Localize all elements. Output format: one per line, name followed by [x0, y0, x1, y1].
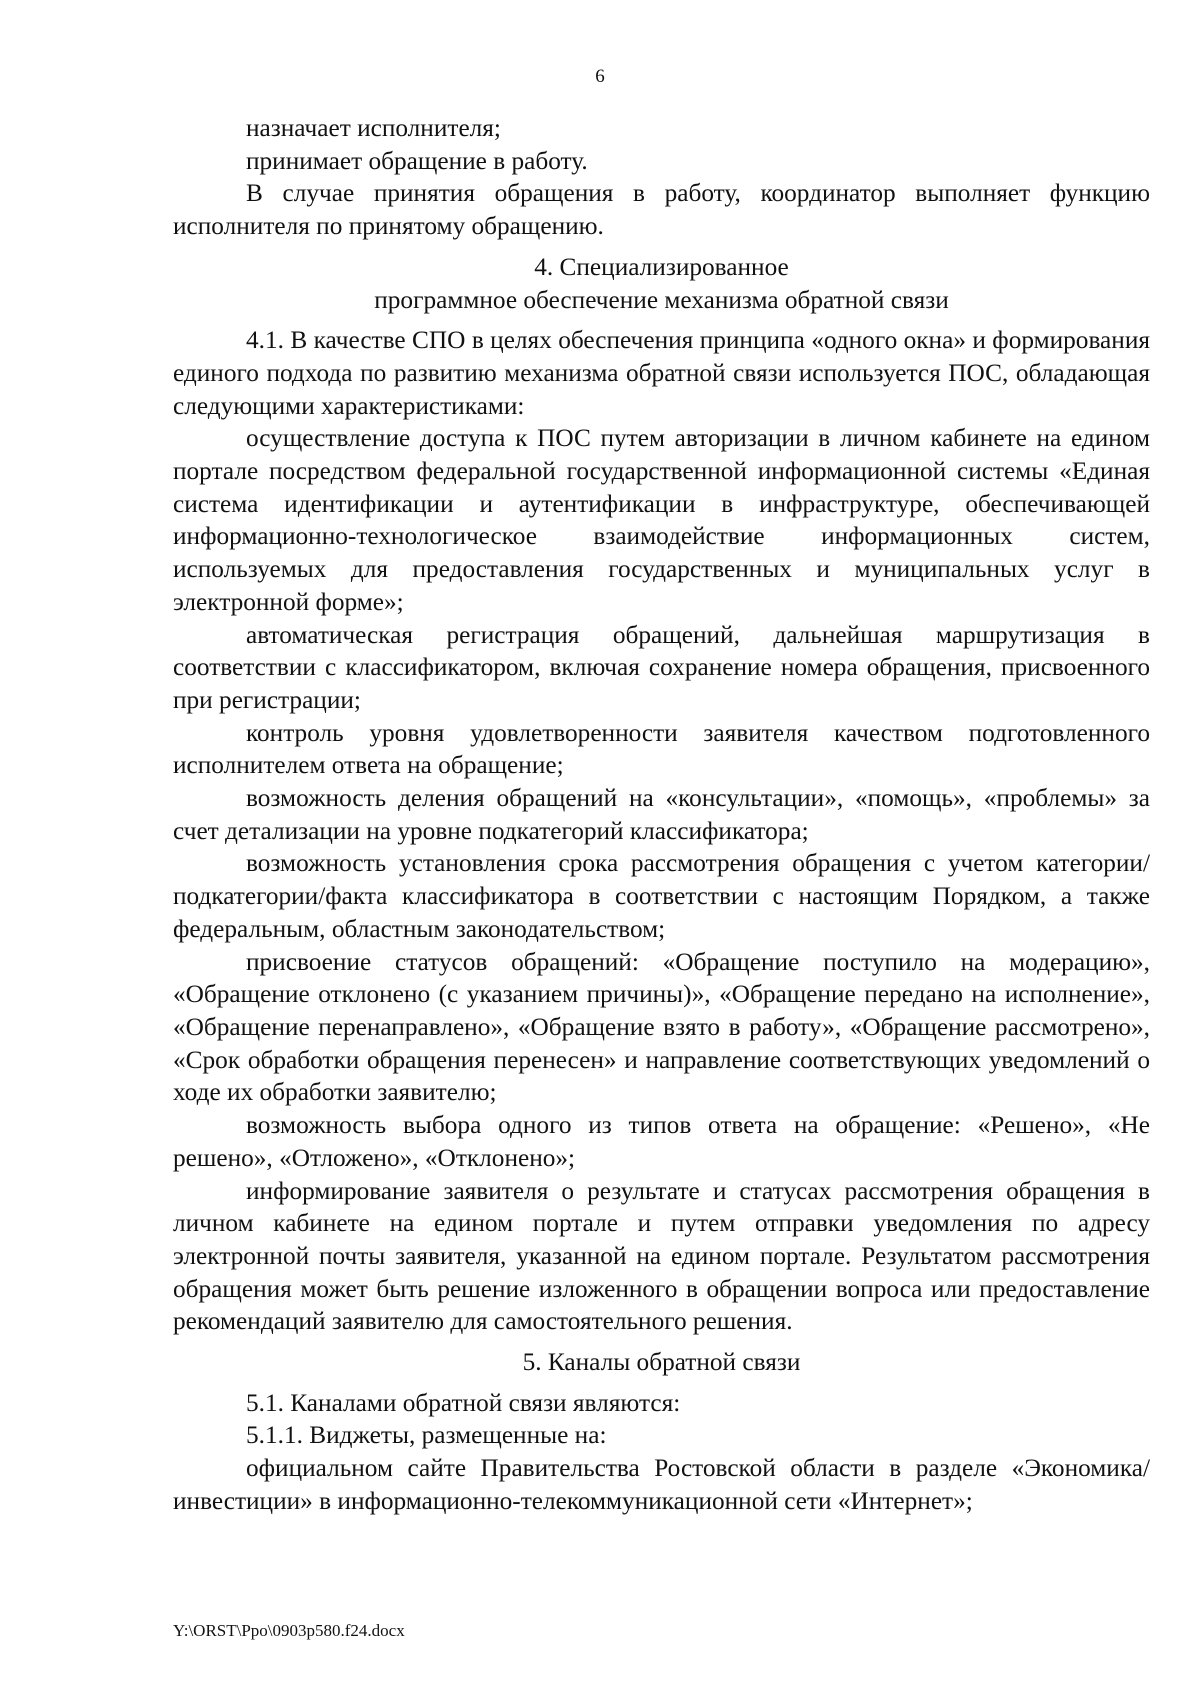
section-heading-4-line2: программное обеспечение механизма обратной связи: [374, 285, 949, 314]
file-path-footer: Y:\ORST\Ppo\0903p580.f24.docx: [173, 1621, 405, 1640]
paragraph: контроль уровня удовлетворенности заявителя качеством подготовленного исполнителем ответа на обращение;: [173, 718, 1150, 780]
paragraph: присвоение статусов обращений: «Обращение поступило на модерацию», «Обращение отклонено (с указанием причины)», «Обращение передано на исполнение», «Обращение перенаправлено», «Обращение взято в работу», «Обращение рассмотрено», «Срок обработки обращения перенесен» и направление соответствующих уведомлений о ходе их обработки заявителю;: [173, 947, 1150, 1107]
paragraph: осуществление доступа к ПОС путем авторизации в личном кабинете на едином портале посредством федеральной государственной информационной системы «Единая система идентификации и аутентификации в инфраструктуре, обеспечивающей информационно-технологическое взаимодействие информационных систем, используемых для предоставления государственных и муниципальных услуг в электронной форме»;: [173, 424, 1150, 616]
section-heading-5: 5. Каналы обратной связи: [522, 1348, 801, 1377]
paragraph: В случае принятия обращения в работу, координатор выполняет функцию исполнителя по принятому обращению.: [173, 179, 1150, 241]
paragraph: 5.1. Каналами обратной связи являются:: [246, 1388, 681, 1417]
paragraph: возможность выбора одного из типов ответа на обращение: «Решено», «Не решено», «Отложено», «Отклонено»;: [173, 1111, 1150, 1172]
paragraph: 5.1.1. Виджеты, размещенные на:: [246, 1421, 607, 1450]
paragraph: назначает исполнителя;: [246, 114, 501, 142]
section-heading-4-line1: 4. Специализированное: [534, 252, 789, 281]
document-body: [173, 112, 1150, 1518]
paragraph: информирование заявителя о результате и статусах рассмотрения обращения в личном кабинете на едином портале и путем отправки уведомления по адресу электронной почты заявителя, указанной на едином портале. Результатом рассмотрения обращения может быть решение изложенного в обращении вопроса или предоставление рекомендаций заявителю для самостоятельного решения.: [173, 1176, 1150, 1336]
paragraph: автоматическая регистрация обращений, дальнейшая маршрутизация в соответствии с классификатором, включая сохранение номера обращения, присвоенного при регистрации;: [173, 620, 1150, 714]
paragraph: возможность установления срока рассмотрения обращения с учетом категории/подкатегории/факта классификатора в соответствии с настоящим Порядком, а также федеральным, областным законодательством;: [173, 849, 1150, 943]
paragraph: 4.1. В качестве СПО в целях обеспечения принципа «одного окна» и формирования единого подхода по развитию механизма обратной связи используется ПОС, обладающая следующими характеристиками:: [173, 326, 1150, 420]
paragraph: официальном сайте Правительства Ростовской области в разделе «Экономика/инвестиции» в информационно-телекоммуникационной сети «Интернет»;: [173, 1454, 1150, 1515]
paragraph: возможность деления обращений на «консультации», «помощь», «проблемы» за счет детализации на уровне подкатегорий классификатора;: [173, 784, 1150, 845]
page-number: 6: [595, 66, 605, 87]
paragraph: принимает обращение в работу.: [246, 146, 588, 175]
